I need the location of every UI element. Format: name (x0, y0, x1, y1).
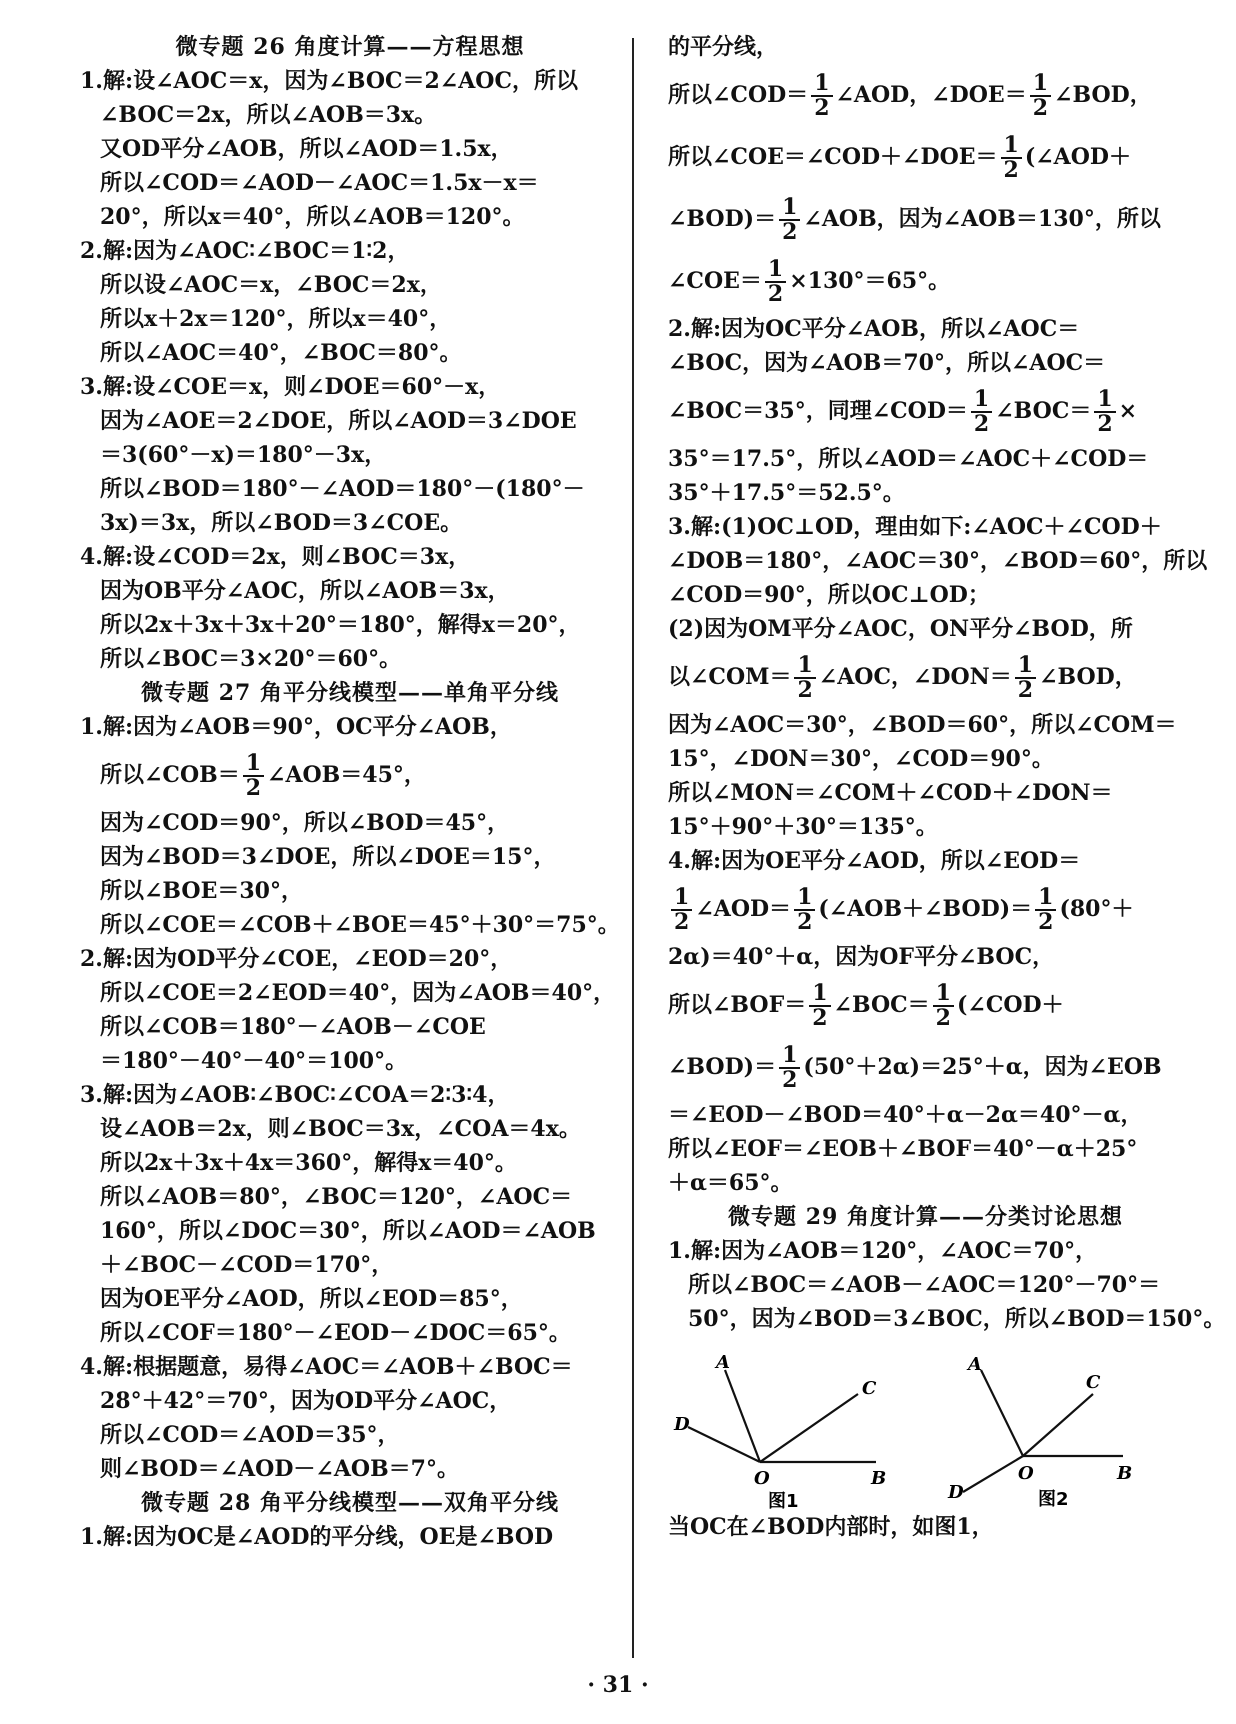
fraction-denominator: 2 (767, 281, 784, 307)
fraction-numerator: 1 (1094, 388, 1115, 413)
fig1-point-O: O (754, 1468, 770, 1489)
fraction (809, 979, 830, 1031)
solution-line: 1.解:设∠AOC＝x，因为∠BOC＝2∠AOC，所以 (80, 68, 578, 94)
text-segment: (80°＋ (1059, 896, 1134, 922)
fraction-numerator: 1 (933, 982, 954, 1007)
solution-line (80, 744, 620, 806)
solution-line: 15°，∠DON＝30°，∠COD＝90°。 (668, 746, 1054, 772)
fraction-numerator: 1 (809, 982, 830, 1007)
solution-line: 3.解:设∠COE＝x，则∠DOE＝60°－x， (80, 374, 501, 400)
figure-diagrams (668, 1342, 1183, 1510)
solution-line: 4.解:因为OE平分∠AOD，所以∠EOD＝ (668, 848, 1081, 874)
fraction (971, 385, 992, 437)
fraction-denominator: 2 (1032, 95, 1049, 121)
solution-line: 因为∠AOC＝30°，∠BOD＝60°，所以∠COM＝ (668, 712, 1177, 738)
page-number: · 31 · (587, 1672, 649, 1698)
solution-line: 1.解:因为∠AOB＝90°，OC平分∠AOB， (80, 714, 512, 740)
fraction-numerator: 1 (779, 196, 800, 221)
fraction (1001, 131, 1022, 183)
solution-line: 2α)＝40°＋α，因为OF平分∠BOC， (668, 944, 1055, 970)
solution-line: ∠COD＝90°，所以OC⊥OD； (668, 582, 990, 608)
fraction (243, 749, 264, 801)
solution-line: ＋∠BOC－∠COD＝170°， (100, 1252, 394, 1278)
fraction-denominator: 2 (1038, 909, 1054, 935)
text-segment: (50°＋2α)＝25°＋α，因为∠EOB (803, 1054, 1162, 1080)
solution-line: 所以∠AOC＝40°，∠BOC＝80°。 (100, 340, 462, 366)
text-segment: 所以∠COE＝∠COD＋∠DOE＝ (668, 144, 998, 170)
solution-line: 因为∠AOE＝2∠DOE，所以∠AOD＝3∠DOE (100, 408, 577, 434)
fraction-denominator: 2 (1017, 677, 1034, 703)
text-segment: ∠AOD，∠DOE＝ (835, 82, 1027, 108)
fig2-point-C: C (1086, 1372, 1101, 1393)
solution-line: ∠BOC＝2x，所以∠AOB＝3x。 (100, 102, 437, 128)
solution-line: ＝3(60°－x)＝180°－3x， (100, 442, 387, 468)
fraction-numerator: 1 (1035, 886, 1056, 911)
solution-line: 设∠AOB＝2x，则∠BOC＝3x，∠COA＝4x。 (100, 1116, 581, 1142)
text-segment: ∠BOC＝ (833, 992, 930, 1018)
solution-line: 所以∠COD＝∠AOD－∠AOC＝1.5x－x＝ (100, 170, 539, 196)
solution-line: 28°＋42°＝70°，因为OD平分∠AOC， (100, 1388, 512, 1414)
fraction-denominator: 2 (812, 1005, 828, 1031)
solution-line (668, 380, 1183, 442)
solution-line: 所以∠BOC＝∠AOB－∠AOC＝120°－70°＝ (688, 1272, 1161, 1298)
fraction-denominator: 2 (797, 909, 813, 935)
fraction (671, 883, 692, 935)
fraction-numerator: 1 (243, 752, 264, 777)
solution-line: 160°，所以∠DOC＝30°，所以∠AOD＝∠AOB (100, 1218, 596, 1244)
text-segment: ∠BOD)＝ (668, 1054, 777, 1080)
fraction (1094, 385, 1115, 437)
fraction-numerator: 1 (1030, 72, 1051, 97)
solution-line: 所以∠MON＝∠COM＋∠COD＋∠DON＝ (668, 780, 1113, 806)
solution-line: 所以2x＋3x＋4x＝360°，解得x＝40°。 (100, 1150, 517, 1176)
solution-line: 1.解:因为OC是∠AOD的平分线，OE是∠BOD (80, 1524, 554, 1550)
solution-line: 1.解:因为∠AOB＝120°，∠AOC＝70°， (668, 1238, 1098, 1264)
text-segment: ∠AOB＝45°， (267, 762, 426, 788)
fraction (1030, 69, 1051, 121)
fraction (779, 193, 800, 245)
fraction (794, 651, 815, 703)
solution-line (668, 878, 1183, 940)
fraction (794, 883, 815, 935)
fig1-point-D: D (674, 1414, 690, 1435)
fraction-denominator: 2 (782, 1067, 798, 1093)
solution-line: 因为∠COD＝90°，所以∠BOD＝45°， (100, 810, 510, 836)
solution-line: 3.解:(1)OC⊥OD，理由如下:∠AOC＋∠COD＋ (668, 514, 1162, 540)
column-divider (632, 38, 634, 1658)
solution-line: 所以∠EOF＝∠EOB＋∠BOF＝40°－α＋25° (668, 1136, 1138, 1162)
solution-line: 2.解:因为∠AOC∶∠BOC＝1∶2， (80, 238, 410, 264)
text-segment: 所以∠COD＝ (668, 82, 809, 108)
solution-line (668, 646, 1183, 708)
solution-line: 所以x＋2x＝120°，所以x＝40°， (100, 306, 452, 332)
fig1-point-C: C (862, 1378, 877, 1399)
solution-line: (2)因为OM平分∠AOC，ON平分∠BOD，所 (668, 616, 1133, 642)
solution-line: 所以设∠AOC＝x，∠BOC＝2x， (100, 272, 442, 298)
fraction-numerator: 1 (1015, 654, 1036, 679)
right-column-body (668, 30, 1226, 1336)
figure-1 (673, 1352, 886, 1510)
text-segment: 所以∠BOF＝ (668, 992, 807, 1018)
solution-line: 所以∠BOE＝30°， (100, 878, 303, 904)
fraction-numerator: 1 (811, 72, 832, 97)
solution-line: ＝180°－40°－40°＝100°。 (100, 1048, 408, 1074)
fraction (779, 1041, 800, 1093)
solution-line (668, 64, 1183, 126)
case-intro-line: 当OC在∠BOD内部时，如图1， (668, 1514, 994, 1540)
text-segment: 以∠COM＝ (668, 664, 792, 690)
solution-line (668, 126, 1183, 188)
text-segment: ∠BOD， (1054, 82, 1152, 108)
solution-line: 35°＋17.5°＝52.5°。 (668, 480, 905, 506)
solution-line: 2.解:因为OC平分∠AOB，所以∠AOC＝ (668, 316, 1080, 342)
fig1-point-A: A (716, 1352, 730, 1373)
fraction-denominator: 2 (973, 411, 990, 437)
fraction-numerator: 1 (779, 1044, 800, 1069)
fraction-denominator: 2 (1003, 157, 1019, 183)
fraction-numerator: 1 (765, 258, 786, 283)
solution-line: ∠BOC，因为∠AOB＝70°，所以∠AOC＝ (668, 350, 1106, 376)
solution-line: 所以∠COF＝180°－∠EOD－∠DOC＝65°。 (100, 1320, 571, 1346)
section-title: 微专题 27 角平分线模型——单角平分线 (141, 680, 559, 706)
solution-line: 的平分线， (668, 34, 779, 60)
solution-line: 50°，因为∠BOD＝3∠BOC，所以∠BOD＝150°。 (688, 1306, 1226, 1332)
text-segment: (∠AOB＋∠BOD)＝ (818, 896, 1033, 922)
fraction-numerator: 1 (671, 886, 692, 911)
left-column (80, 30, 620, 1554)
section-title: 微专题 29 角度计算——分类讨论思想 (728, 1204, 1123, 1230)
solution-line: 2.解:因为OD平分∠COE，∠EOD＝20°， (80, 946, 513, 972)
solution-line: 所以∠BOD＝180°－∠AOD＝180°－(180°－ (100, 476, 585, 502)
fig2-point-A: A (968, 1354, 982, 1375)
text-segment: ∠BOD， (1039, 664, 1137, 690)
solution-line: 所以∠COE＝∠COB＋∠BOE＝45°＋30°＝75°。 (100, 912, 620, 938)
solution-line: 3.解:因为∠AOB∶∠BOC∶∠COA＝2∶3∶4， (80, 1082, 510, 1108)
solution-line: 3x)＝3x，所以∠BOD＝3∠COE。 (100, 510, 463, 536)
solution-line: 因为OE平分∠AOD，所以∠EOD＝85°， (100, 1286, 523, 1312)
fig1-label: 图1 (768, 1491, 799, 1510)
fraction-denominator: 2 (1097, 411, 1113, 437)
solution-line (668, 188, 1183, 250)
fraction-numerator: 1 (971, 388, 992, 413)
fraction (1015, 651, 1036, 703)
solution-line: 因为OB平分∠AOC，所以∠AOB＝3x， (100, 578, 510, 604)
text-segment: ∠BOD)＝ (668, 206, 777, 232)
text-segment: ∠AOB，因为∠AOB＝130°，所以 (803, 206, 1161, 232)
fig2-point-B: B (1117, 1463, 1133, 1484)
solution-line: 则∠BOD＝∠AOD－∠AOB＝7°。 (100, 1456, 459, 1482)
solution-line: ∠DOB＝180°，∠AOC＝30°，∠BOD＝60°，所以 (668, 548, 1208, 574)
text-segment: (∠AOD＋ (1024, 144, 1131, 170)
solution-line: 15°＋90°＋30°＝135°。 (668, 814, 938, 840)
text-segment: ×130°＝65°。 (789, 268, 951, 294)
solution-line: 4.解:根据题意，易得∠AOC＝∠AOB＋∠BOC＝ (80, 1354, 573, 1380)
solution-line: 所以∠AOB＝80°，∠BOC＝120°，∠AOC＝ (100, 1184, 573, 1210)
section-title: 微专题 28 角平分线模型——双角平分线 (141, 1490, 559, 1516)
solution-line: 因为∠BOD＝3∠DOE，所以∠DOE＝15°， (100, 844, 556, 870)
text-segment: ∠BOC＝35°，同理∠COD＝ (668, 398, 968, 424)
text-segment: ∠AOD＝ (695, 896, 792, 922)
fig2-point-D: D (948, 1482, 964, 1503)
fraction-denominator: 2 (797, 677, 813, 703)
solution-line: 所以∠BOC＝3×20°＝60°。 (100, 646, 402, 672)
solution-line (668, 250, 1183, 312)
figure-2 (947, 1354, 1132, 1510)
right-column (668, 30, 1226, 1544)
text-segment: × (1118, 398, 1138, 424)
fraction-denominator: 2 (782, 219, 798, 245)
solution-line: 35°＝17.5°，所以∠AOD＝∠AOC＋∠COD＝ (668, 446, 1149, 472)
fraction-denominator: 2 (935, 1005, 951, 1031)
fraction-numerator: 1 (794, 654, 815, 679)
solution-line: ＝∠EOD－∠BOD＝40°＋α－2α＝40°－α， (668, 1102, 1143, 1128)
fraction-denominator: 2 (814, 95, 830, 121)
text-segment: (∠COD＋ (956, 992, 1064, 1018)
fraction-numerator: 1 (1001, 134, 1022, 159)
solution-line: 20°，所以x＝40°，所以∠AOB＝120°。 (100, 204, 525, 230)
text-segment: 所以∠COB＝ (100, 762, 240, 788)
fig2-label: 图2 (1038, 1489, 1069, 1510)
solution-line (668, 1036, 1183, 1098)
text-segment: ∠BOC＝ (995, 398, 1092, 424)
fig1-point-B: B (871, 1468, 887, 1489)
fraction-denominator: 2 (245, 775, 262, 801)
solution-line: 所以∠COB＝180°－∠AOB－∠COE (100, 1014, 486, 1040)
solution-line: ＋α＝65°。 (668, 1170, 793, 1196)
fraction (811, 69, 832, 121)
solution-line: 又OD平分∠AOB，所以∠AOD＝1.5x， (100, 136, 513, 162)
fraction (1035, 883, 1056, 935)
fig2-point-O: O (1018, 1463, 1034, 1484)
fraction (933, 979, 954, 1031)
fraction-denominator: 2 (674, 909, 690, 935)
figures (668, 1342, 1183, 1510)
solution-line: 4.解:设∠COD＝2x，则∠BOC＝3x， (80, 544, 471, 570)
solution-line (668, 974, 1183, 1036)
solution-line: 所以2x＋3x＋3x＋20°＝180°，解得x＝20°， (100, 612, 581, 638)
solution-line: 所以∠COE＝2∠EOD＝40°，因为∠AOB＝40°， (100, 980, 616, 1006)
section-title: 微专题 26 角度计算——方程思想 (175, 34, 525, 60)
text-segment: ∠AOC，∠DON＝ (818, 664, 1012, 690)
fraction (765, 255, 786, 307)
fraction-numerator: 1 (794, 886, 815, 911)
text-segment: ∠COE＝ (668, 268, 762, 294)
solution-line: 所以∠COD＝∠AOD＝35°， (100, 1422, 400, 1448)
